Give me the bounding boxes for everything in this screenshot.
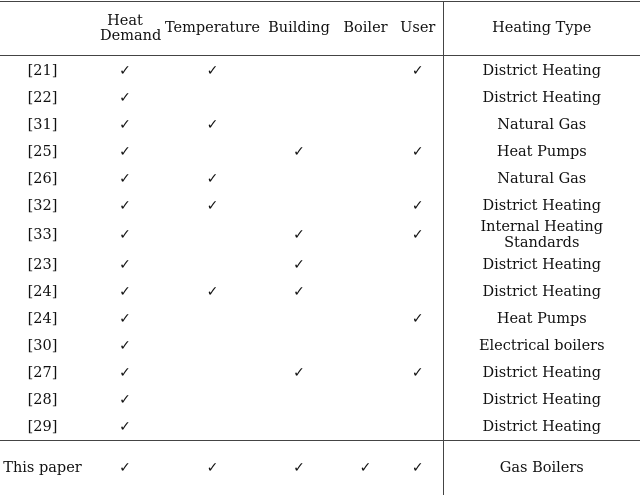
cell-ref: [31] — [0, 111, 85, 138]
table-row — [0, 278, 640, 305]
header-row — [0, 2, 640, 56]
cell-ref: [29] — [0, 413, 85, 441]
cell-heating-type: Internal Heating Standards — [443, 219, 640, 251]
cell-ref: [24] — [0, 305, 85, 332]
cell-heat-demand: ✓ — [85, 386, 165, 413]
cell-ref: [24] — [0, 278, 85, 305]
table-row — [0, 413, 640, 441]
cell-temperature — [165, 413, 260, 441]
cell-user — [393, 111, 443, 138]
cell-temperature: ✓ — [165, 441, 260, 495]
cell-heat-demand: ✓ — [85, 192, 165, 219]
cell-building: ✓ — [260, 441, 338, 495]
cell-boiler — [338, 219, 393, 251]
table-row — [0, 386, 640, 413]
cell-user — [393, 251, 443, 278]
cell-boiler — [338, 56, 393, 85]
cell-ref: [25] — [0, 138, 85, 165]
cell-building: ✓ — [260, 278, 338, 305]
cell-boiler — [338, 138, 393, 165]
cell-temperature — [165, 251, 260, 278]
header-heat-demand: Heat Demand — [85, 2, 165, 56]
table-row — [0, 111, 640, 138]
cell-boiler — [338, 165, 393, 192]
cell-heat-demand: ✓ — [85, 332, 165, 359]
cell-ref: [22] — [0, 84, 85, 111]
cell-boiler — [338, 332, 393, 359]
cell-building: ✓ — [260, 251, 338, 278]
cell-heat-demand: ✓ — [85, 138, 165, 165]
cell-user: ✓ — [393, 305, 443, 332]
cell-heat-demand: ✓ — [85, 305, 165, 332]
cell-heating-type: Natural Gas — [443, 165, 640, 192]
header-boiler: Boiler — [338, 2, 393, 56]
table-row — [0, 305, 640, 332]
cell-heating-type: District Heating — [443, 278, 640, 305]
cell-heating-type: Heat Pumps — [443, 138, 640, 165]
cell-heat-demand: ✓ — [85, 165, 165, 192]
cell-heat-demand: ✓ — [85, 111, 165, 138]
table-row — [0, 84, 640, 111]
table-row — [0, 192, 640, 219]
cell-temperature: ✓ — [165, 278, 260, 305]
cell-building — [260, 111, 338, 138]
cell-temperature: ✓ — [165, 111, 260, 138]
cell-heating-type: Gas Boilers — [443, 441, 640, 495]
cell-heat-demand: ✓ — [85, 413, 165, 441]
cell-heating-type: District Heating — [443, 251, 640, 278]
cell-ref: [30] — [0, 332, 85, 359]
cell-ref: [21] — [0, 56, 85, 85]
cell-heating-type: District Heating — [443, 192, 640, 219]
table-row — [0, 332, 640, 359]
cell-heating-type: District Heating — [443, 359, 640, 386]
cell-user — [393, 84, 443, 111]
cell-building — [260, 192, 338, 219]
cell-temperature — [165, 305, 260, 332]
table-row — [0, 138, 640, 165]
this-paper-row — [0, 441, 640, 495]
table-row — [0, 56, 640, 85]
cell-building: ✓ — [260, 359, 338, 386]
cell-ref: [27] — [0, 359, 85, 386]
cell-heat-demand: ✓ — [85, 251, 165, 278]
comparison-table — [0, 1, 640, 495]
cell-heat-demand: ✓ — [85, 84, 165, 111]
table-row — [0, 359, 640, 386]
cell-ref: [23] — [0, 251, 85, 278]
cell-temperature — [165, 219, 260, 251]
cell-heating-type: District Heating — [443, 56, 640, 85]
cell-building — [260, 56, 338, 85]
cell-building — [260, 305, 338, 332]
cell-temperature: ✓ — [165, 56, 260, 85]
cell-building — [260, 84, 338, 111]
cell-boiler — [338, 305, 393, 332]
cell-boiler — [338, 359, 393, 386]
cell-ref: [32] — [0, 192, 85, 219]
header-heating-type: Heating Type — [443, 2, 640, 56]
cell-temperature — [165, 386, 260, 413]
cell-heating-type: District Heating — [443, 386, 640, 413]
cell-boiler — [338, 251, 393, 278]
header-building: Building — [260, 2, 338, 56]
cell-temperature — [165, 332, 260, 359]
cell-ref: [28] — [0, 386, 85, 413]
cell-user — [393, 386, 443, 413]
cell-heating-type: District Heating — [443, 413, 640, 441]
cell-boiler — [338, 278, 393, 305]
cell-temperature — [165, 359, 260, 386]
cell-boiler — [338, 84, 393, 111]
cell-heat-demand: ✓ — [85, 219, 165, 251]
cell-user — [393, 332, 443, 359]
cell-user: ✓ — [393, 192, 443, 219]
cell-user: ✓ — [393, 56, 443, 85]
cell-user: ✓ — [393, 359, 443, 386]
table-row — [0, 219, 640, 251]
cell-user: ✓ — [393, 219, 443, 251]
cell-building: ✓ — [260, 219, 338, 251]
cell-ref: [26] — [0, 165, 85, 192]
cell-user: ✓ — [393, 441, 443, 495]
header-ref — [0, 2, 85, 56]
cell-user: ✓ — [393, 138, 443, 165]
table-row — [0, 165, 640, 192]
cell-temperature — [165, 138, 260, 165]
cell-heating-type: Heat Pumps — [443, 305, 640, 332]
cell-heating-type: Electrical boilers — [443, 332, 640, 359]
cell-heat-demand: ✓ — [85, 278, 165, 305]
cell-heating-type: District Heating — [443, 84, 640, 111]
cell-temperature: ✓ — [165, 165, 260, 192]
cell-temperature — [165, 84, 260, 111]
header-temperature: Temperature — [165, 2, 260, 56]
cell-heat-demand: ✓ — [85, 56, 165, 85]
cell-boiler — [338, 192, 393, 219]
cell-building — [260, 413, 338, 441]
cell-heat-demand: ✓ — [85, 359, 165, 386]
cell-user — [393, 413, 443, 441]
cell-user — [393, 165, 443, 192]
cell-building — [260, 165, 338, 192]
header-user: User — [393, 2, 443, 56]
cell-ref: This paper — [0, 441, 85, 495]
cell-building — [260, 332, 338, 359]
table-row — [0, 251, 640, 278]
cell-heat-demand: ✓ — [85, 441, 165, 495]
cell-heating-type: Natural Gas — [443, 111, 640, 138]
cell-user — [393, 278, 443, 305]
cell-boiler: ✓ — [338, 441, 393, 495]
cell-boiler — [338, 386, 393, 413]
cell-building: ✓ — [260, 138, 338, 165]
cell-ref: [33] — [0, 219, 85, 251]
cell-temperature: ✓ — [165, 192, 260, 219]
cell-boiler — [338, 111, 393, 138]
cell-boiler — [338, 413, 393, 441]
cell-building — [260, 386, 338, 413]
